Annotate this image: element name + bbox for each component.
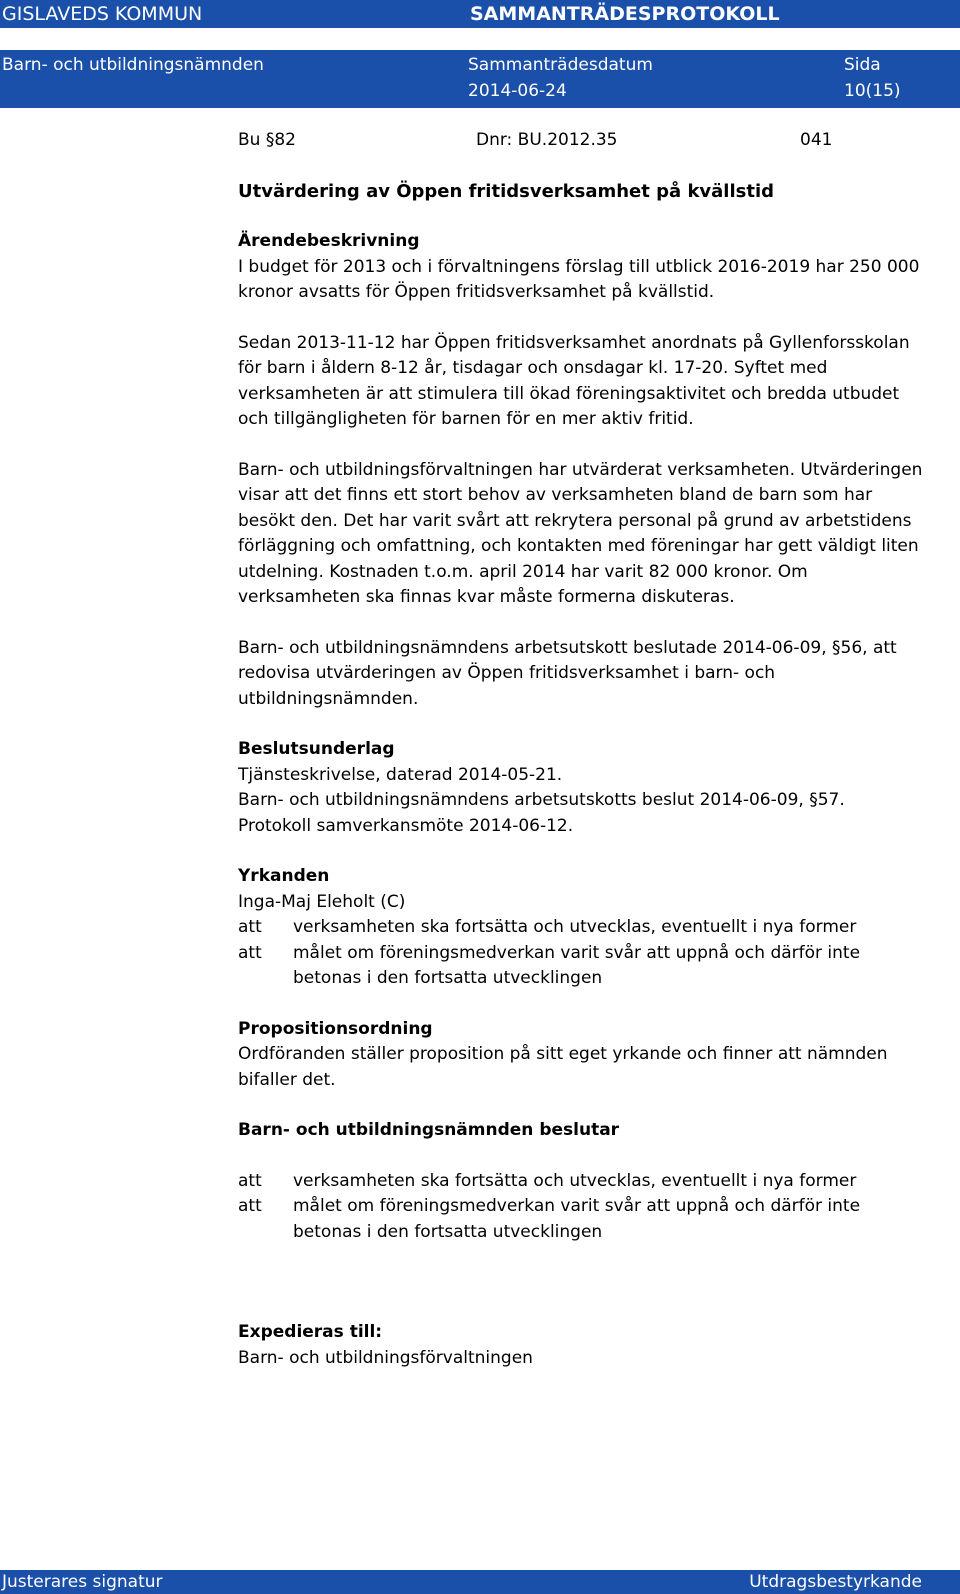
- att-word: att: [238, 1196, 262, 1216]
- arendebeskrivning-heading: Ärendebeskrivning: [238, 231, 420, 251]
- namnd-name: Barn- och utbildningsnämnden: [2, 55, 264, 75]
- text-line: Barn- och utbildningsförvaltningen har utvärderat verksamheten. Utvärderingen: [238, 459, 923, 480]
- beslutsunderlag-list: [238, 763, 928, 840]
- att-word: att: [238, 917, 262, 937]
- footer-bar: [0, 1570, 960, 1594]
- text-line: Ordföranden ställer proposition på sitt eget yrkande och finner att nämnden: [238, 1044, 888, 1064]
- text-line: betonas i den fortsatta utvecklingen: [293, 968, 603, 988]
- list-item: Protokoll samverkansmöte 2014-06-12.: [238, 815, 574, 836]
- text-line: målet om föreningsmedverkan varit svår att uppnå och därför inte: [293, 1196, 861, 1216]
- text-line: Sedan 2013-11-12 har Öppen fritidsverksamhet anordnats på Gyllenforsskolan: [238, 332, 910, 353]
- sida-value: 10(15): [844, 81, 901, 101]
- justerares-signatur: Justerares signatur: [2, 1572, 163, 1592]
- text-line: utdelning. Kostnaden t.o.m. april 2014 har varit 82 000 kronor. Om: [238, 561, 808, 582]
- beslutsunderlag-heading: Beslutsunderlag: [238, 739, 395, 759]
- text-line: besökt den. Det har varit svårt att rekrytera personal på grund av arbetstidens: [238, 510, 912, 531]
- text-line: utbildningsnämnden.: [238, 688, 419, 709]
- propositionsordning-heading: Propositionsordning: [238, 1018, 433, 1039]
- att-clause: [238, 915, 928, 941]
- yrkande-person: Inga-Maj Eleholt (C): [238, 891, 406, 912]
- list-item: Barn- och utbildningsnämndens arbetsutskotts beslut 2014-06-09, §57.: [238, 790, 845, 810]
- text-line: I budget för 2013 och i förvaltningens förslag till utblick 2016-2019 har 250 000: [238, 256, 920, 277]
- beslut-heading: Barn- och utbildningsnämnden beslutar: [238, 1120, 620, 1140]
- paragraph: [238, 331, 928, 433]
- utdragsbestyrkande: Utdragsbestyrkande: [749, 1572, 922, 1592]
- paragraph: [238, 1042, 928, 1093]
- case-title: Utvärdering av Öppen fritidsverksamhet på kvällstid: [238, 180, 775, 202]
- list-item: Tjänsteskrivelse, daterad 2014-05-21.: [238, 764, 563, 785]
- diary-number: Dnr: BU.2012.35: [476, 130, 618, 150]
- text-line: betonas i den fortsatta utvecklingen: [293, 1221, 603, 1242]
- att-word: att: [238, 1170, 262, 1191]
- datum-value: 2014-06-24: [468, 81, 567, 101]
- att-clause: [238, 941, 928, 992]
- paragraph-number: Bu §82: [238, 130, 296, 150]
- sub-header-bar: [0, 50, 960, 108]
- paragraph: [238, 458, 928, 611]
- archive-code: 041: [800, 130, 833, 150]
- text-line: och tillgängligheten för barnen för en mer aktiv fritid.: [238, 409, 694, 429]
- text-line: för barn i åldern 8-12 år, tisdagar och onsdagar kl. 17-20. Syftet med: [238, 358, 828, 378]
- document-type: SAMMANTRÄDESPROTOKOLL: [470, 3, 780, 25]
- sida-label: Sida: [844, 55, 881, 75]
- top-header-bar: [0, 0, 960, 28]
- expedieras-heading: Expedieras till:: [238, 1322, 383, 1342]
- text-line: bifaller det.: [238, 1069, 336, 1090]
- datum-label: Sammanträdesdatum: [468, 55, 653, 75]
- text-line: målet om föreningsmedverkan varit svår att uppnå och därför inte: [293, 942, 861, 963]
- text-line: Barn- och utbildningsnämndens arbetsutskott beslutade 2014-06-09, §56, att: [238, 637, 897, 658]
- text-line: verksamheten är att stimulera till ökad föreningsaktivitet och bredda utbudet: [238, 383, 900, 404]
- expedieras-recipient: Barn- och utbildningsförvaltningen: [238, 1347, 533, 1368]
- text-line: förläggning och omfattning, och kontakten med föreningar har gett väldigt liten: [238, 536, 919, 556]
- att-word: att: [238, 942, 262, 963]
- paragraph: [238, 255, 928, 306]
- att-text: verksamheten ska fortsätta och utvecklas, eventuellt i nya former: [293, 1170, 857, 1191]
- paragraph: [238, 636, 928, 713]
- yrkanden-heading: Yrkanden: [238, 866, 330, 886]
- protocol-body: [238, 128, 928, 1371]
- att-clause: [238, 1169, 928, 1195]
- text-line: kronor avsatts för Öppen fritidsverksamhet på kvällstid.: [238, 282, 715, 302]
- att-text: verksamheten ska fortsätta och utvecklas, eventuellt i nya former: [293, 917, 857, 937]
- text-line: verksamheten ska finnas kvar måste formerna diskuteras.: [238, 587, 735, 607]
- text-line: redovisa utvärderingen av Öppen fritidsverksamhet i barn- och: [238, 663, 776, 683]
- kommun-name: GISLAVEDS KOMMUN: [2, 3, 203, 25]
- text-line: visar att det finns ett stort behov av verksamheten bland de barn som har: [238, 485, 873, 505]
- case-meta: [238, 128, 928, 154]
- att-clause: [238, 1194, 928, 1245]
